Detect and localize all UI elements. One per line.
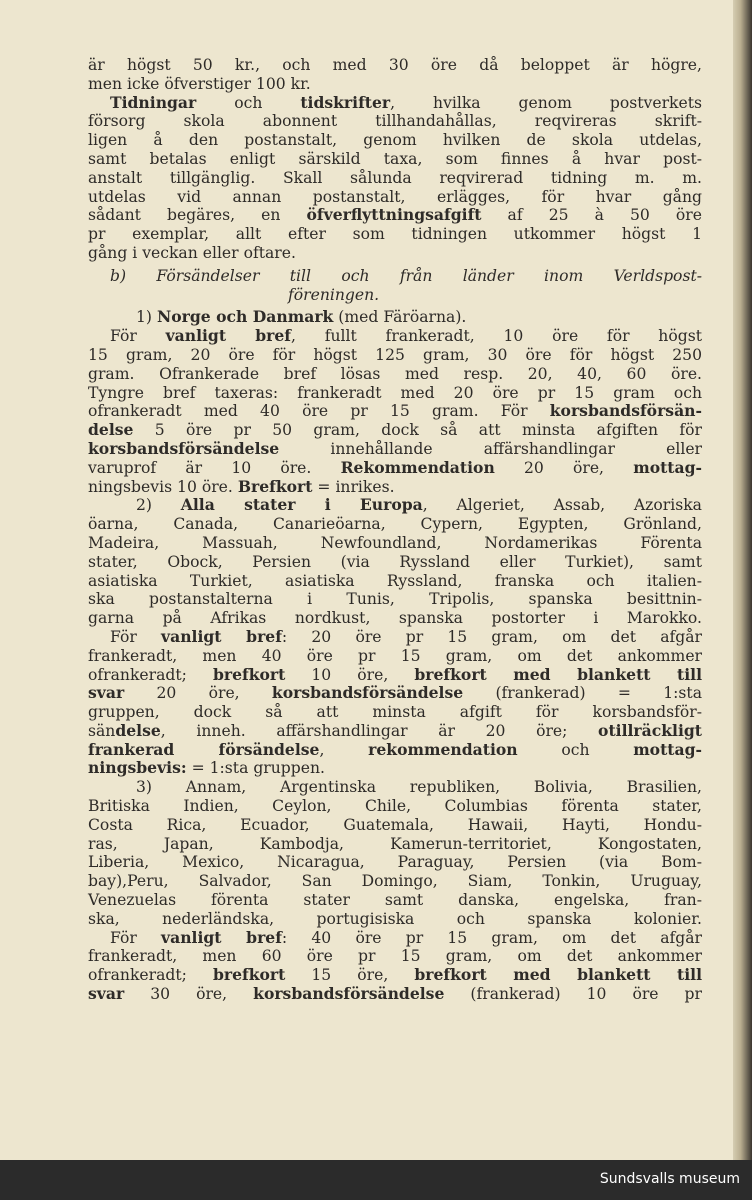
museum-credit: Sundsvalls museum — [599, 1171, 740, 1187]
text-line: svar 30 öre, korsbandsförsändelse (frankerad) 10 öre pr — [88, 984, 702, 1004]
text-line: b) Försändelser till och från länder inom Verldspost- — [110, 266, 702, 285]
text-line: ofrankeradt med 40 öre pr 15 gram. För korsbandsförsän- — [88, 401, 702, 421]
text-line: För vanligt bref, fullt frankeradt, 10 öre för högst — [110, 326, 702, 346]
text-line: ras, Japan, Kambodja, Kamerun-territoriet, Kongostaten, — [88, 834, 702, 853]
text-line: svar 20 öre, korsbandsförsändelse (frankerad) = 1:sta — [88, 683, 702, 703]
text-line: garna på Afrikas nordkust, spanska postorter i Marokko. — [88, 609, 702, 628]
text-line: ligen å den postanstalt, genom hvilken de skola utdelas, — [88, 131, 702, 150]
text-line: försorg skola abonnent tillhandahållas, reqvireras skrift- — [88, 112, 702, 131]
text-line: 2) Alla stater i Europa, Algeriet, Assab, Azoriska — [136, 495, 702, 515]
text-line: sändelse, inneh. affärshandlingar är 20 öre; otillräckligt — [88, 720, 702, 740]
text-line: frankeradt, men 60 öre pr 15 gram, om det ankommer — [88, 947, 702, 966]
text-line: Britiska Indien, Ceylon, Chile, Columbias förenta stater, — [88, 797, 702, 816]
text-line: Venezuelas förenta stater samt danska, engelska, fran- — [88, 891, 702, 910]
text-line: gruppen, dock så att minsta afgift för korsbandsför- — [88, 703, 702, 722]
text-line: Tidningar och tidskrifter, hvilka genom postverkets — [110, 92, 702, 112]
text-line: bay),Peru, Salvador, San Domingo, Siam, Tonkin, Uruguay, — [88, 872, 702, 891]
text-line: pr exemplar, allt efter som tidningen utkommer högst 1 — [88, 225, 702, 244]
text-line: ningsbevis: = 1:sta gruppen. — [88, 758, 325, 778]
text-line: gram. Ofrankerade bref lösas med resp. 20, 40, 60 öre. — [88, 364, 702, 383]
text-line: är högst 50 kr., och med 30 öre då beloppet är högre, — [88, 56, 702, 74]
text-line: För vanligt bref: 40 öre pr 15 gram, om det afgår — [110, 927, 702, 947]
footer-bar — [0, 1160, 752, 1200]
text-line: varuprof är 10 öre. Rekommendation 20 öre, mottag- — [88, 457, 702, 477]
text-line: stater, Obock, Persien (via Ryssland eller Turkiet), samt — [88, 552, 702, 571]
page-text — [88, 56, 702, 1004]
text-line: ska, nederländska, portugisiska och spanska kolonier. — [88, 909, 702, 928]
text-line: delse 5 öre pr 50 gram, dock så att minsta afgiften för — [88, 420, 702, 440]
text-line: frankeradt, men 40 öre pr 15 gram, om det ankommer — [88, 646, 702, 665]
text-line: frankerad försändelse, rekommendation och mottag- — [88, 739, 702, 759]
text-line: 15 gram, 20 öre för högst 125 gram, 30 öre för högst 250 — [88, 345, 702, 364]
text-line: ofrankeradt; brefkort 15 öre, brefkort med blankett till — [88, 965, 703, 985]
text-line: 3) Annam, Argentinska republiken, Bolivia, Brasilien, — [136, 778, 702, 797]
text-line: föreningen. — [288, 285, 380, 304]
text-line: Madeira, Massuah, Newfoundland, Nordamerikas Förenta — [88, 533, 702, 552]
text-line: 1) Norge och Danmark (med Färöarna). — [136, 307, 467, 327]
text-line: sådant begäres, en öfverflyttningsafgift af 25 à 50 öre — [88, 205, 702, 225]
text-line: korsbandsförsändelse innehållande affärshandlingar eller — [88, 438, 702, 458]
text-line: För vanligt bref: 20 öre pr 15 gram, om det afgår — [110, 626, 702, 646]
text-line: gång i veckan eller oftare. — [88, 243, 296, 262]
text-line: ningsbevis 10 öre. Brefkort = inrikes. — [88, 476, 395, 496]
text-line: Liberia, Mexico, Nicaragua, Paraguay, Persien (via Bom- — [88, 853, 702, 872]
text-line: samt betalas enligt särskild taxa, som finnes å hvar post- — [88, 149, 702, 168]
text-line: Tyngre bref taxeras: frankeradt med 20 öre pr 15 gram och — [88, 383, 702, 402]
text-line: anstalt tillgänglig. Skall sålunda reqvirerad tidning m. m. — [88, 168, 702, 187]
text-line: asiatiska Turkiet, asiatiska Ryssland, franska och italien- — [88, 571, 702, 590]
text-line: ska postanstalterna i Tunis, Tripolis, spanska besittnin- — [88, 590, 702, 609]
text-line: ofrankeradt; brefkort 10 öre, brefkort med blankett till — [88, 664, 703, 684]
text-line: öarna, Canada, Canarieöarna, Cypern, Egypten, Grönland, — [88, 515, 702, 534]
page-edge — [733, 0, 752, 1160]
text-line: men icke öfverstiger 100 kr. — [88, 74, 311, 93]
text-line: Costa Rica, Ecuador, Guatemala, Hawaii, Hayti, Hondu- — [88, 815, 702, 834]
text-line: utdelas vid annan postanstalt, erlägges, för hvar gång — [88, 187, 702, 206]
